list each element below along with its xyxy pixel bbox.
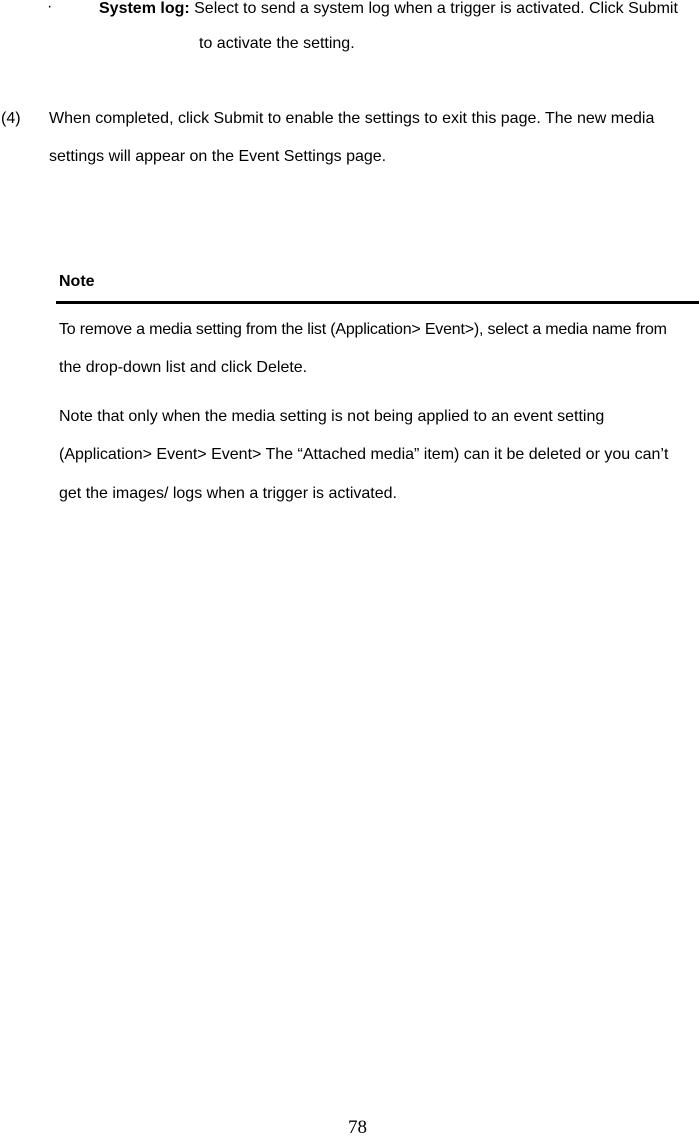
note-divider [56, 301, 699, 304]
note-paragraph2-line2: (Application> Event> Event> The “Attached media” item) can it be deleted or you can’t [59, 446, 669, 463]
note-heading: Note [59, 273, 95, 290]
note-paragraph1-line1: To remove a media setting from the list (Application> Event>), select a media name from [59, 321, 667, 338]
step-text-line1: When completed, click Submit to enable the settings to exit this page. The new media [49, 110, 655, 127]
note-paragraph2-line3: get the images/ logs when a trigger is activated. [59, 485, 397, 502]
system-log-item [99, 0, 678, 18]
system-log-description-continued: to activate the setting. [199, 35, 355, 52]
system-log-description: Select to send a system log when a trigger is activated. Click Submit [189, 0, 678, 17]
step-number: (4) [1, 110, 21, 127]
bullet-marker: · [47, 0, 53, 15]
note-paragraph1-line2: the drop-down list and click Delete. [59, 359, 308, 376]
note-paragraph2-line1: Note that only when the media setting is not being applied to an event setting [59, 408, 605, 425]
page-number: 78 [348, 1117, 367, 1138]
system-log-label: System log: [99, 0, 190, 17]
step-text-line2: settings will appear on the Event Settings page. [49, 148, 387, 165]
